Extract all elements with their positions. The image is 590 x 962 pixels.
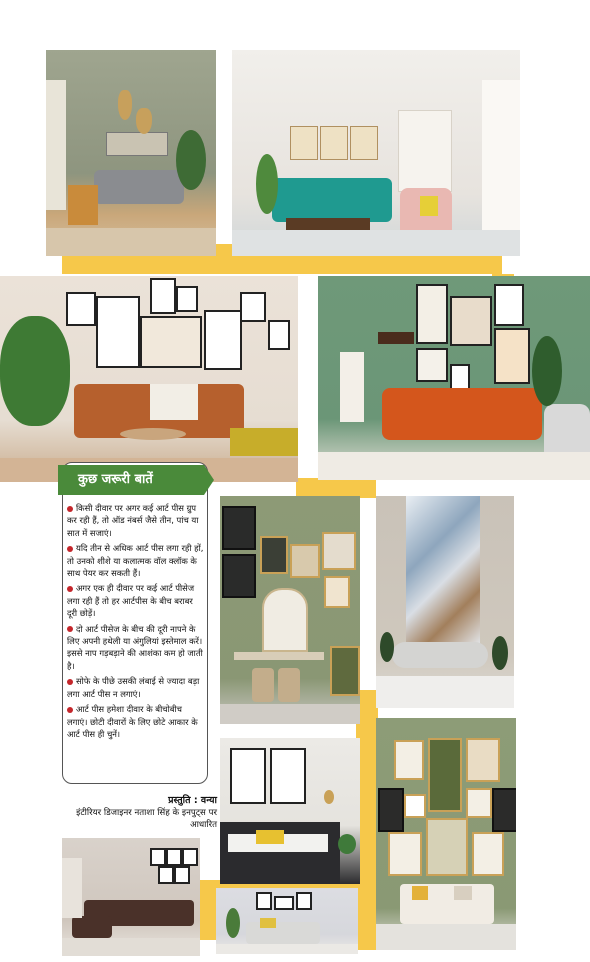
bullet-icon bbox=[67, 506, 73, 512]
yellow-band-mid bbox=[296, 478, 376, 498]
photo-living-room-3 bbox=[0, 276, 298, 482]
tip-item: किसी दीवार पर अगर कई आर्ट पीस ग्रुप कर रही हैं, तो ऑड नंबर्स जैसे तीन, पांच या सात में सजाएं। bbox=[67, 503, 199, 538]
bullet-icon bbox=[67, 707, 73, 713]
tip-item: दो आर्ट पीसेज के बीच की दूरी नापने के लिए अपनी हथेली या अंगुलियां इस्तेमाल करें। इससे नाप गड़बड़ाने की आशंका कम हो जाती है। bbox=[67, 623, 203, 671]
photo-living-room-2 bbox=[232, 50, 520, 256]
credit-block bbox=[62, 795, 217, 831]
photo-living-room-1 bbox=[46, 50, 216, 256]
photo-grey-sofa bbox=[216, 888, 358, 954]
photo-marble-wall bbox=[376, 496, 514, 708]
bullet-icon bbox=[67, 626, 73, 632]
bullet-icon bbox=[67, 546, 73, 552]
photo-corner-sofa bbox=[62, 838, 200, 956]
tip-item: अगर एक ही दीवार पर कई आर्ट पीसेज लगा रही हैं तो हर आर्टपीस के बीच बराबर दूरी छोड़ें। bbox=[67, 583, 195, 619]
bullet-icon bbox=[67, 679, 73, 685]
tip-item: सोफे के पीछे उसकी लंबाई से ज्यादा बड़ा लगा आर्ट पीस न लगाएं। bbox=[67, 676, 200, 699]
bullet-icon bbox=[67, 586, 73, 592]
photo-bedroom bbox=[220, 738, 360, 884]
tips-list bbox=[67, 502, 205, 743]
photo-living-room-4 bbox=[318, 276, 590, 480]
credit-source: इंटीरियर डिजाइनर नताशा सिंह के इनपुट्स पर आधारित bbox=[76, 808, 217, 830]
photo-gallery-wall-console bbox=[220, 496, 360, 724]
photo-gallery-wall-bench bbox=[376, 718, 516, 950]
credit-author: प्रस्तुति : वन्या bbox=[168, 795, 217, 806]
tips-heading: कुछ जरूरी बातें bbox=[58, 465, 204, 495]
tip-item: यदि तीन से अधिक आर्ट पीस लगा रही हों, तो उनको शीशे या कलात्मक वॉल क्लॉक के साथ पेयर कर सकती हैं। bbox=[67, 543, 204, 579]
tip-item: आर्ट पीस हमेशा दीवार के बीचोबीच लगाएं। छोटी दीवारों के लिए छोटे आकार के आर्ट पीस ही चुनें। bbox=[67, 704, 198, 739]
